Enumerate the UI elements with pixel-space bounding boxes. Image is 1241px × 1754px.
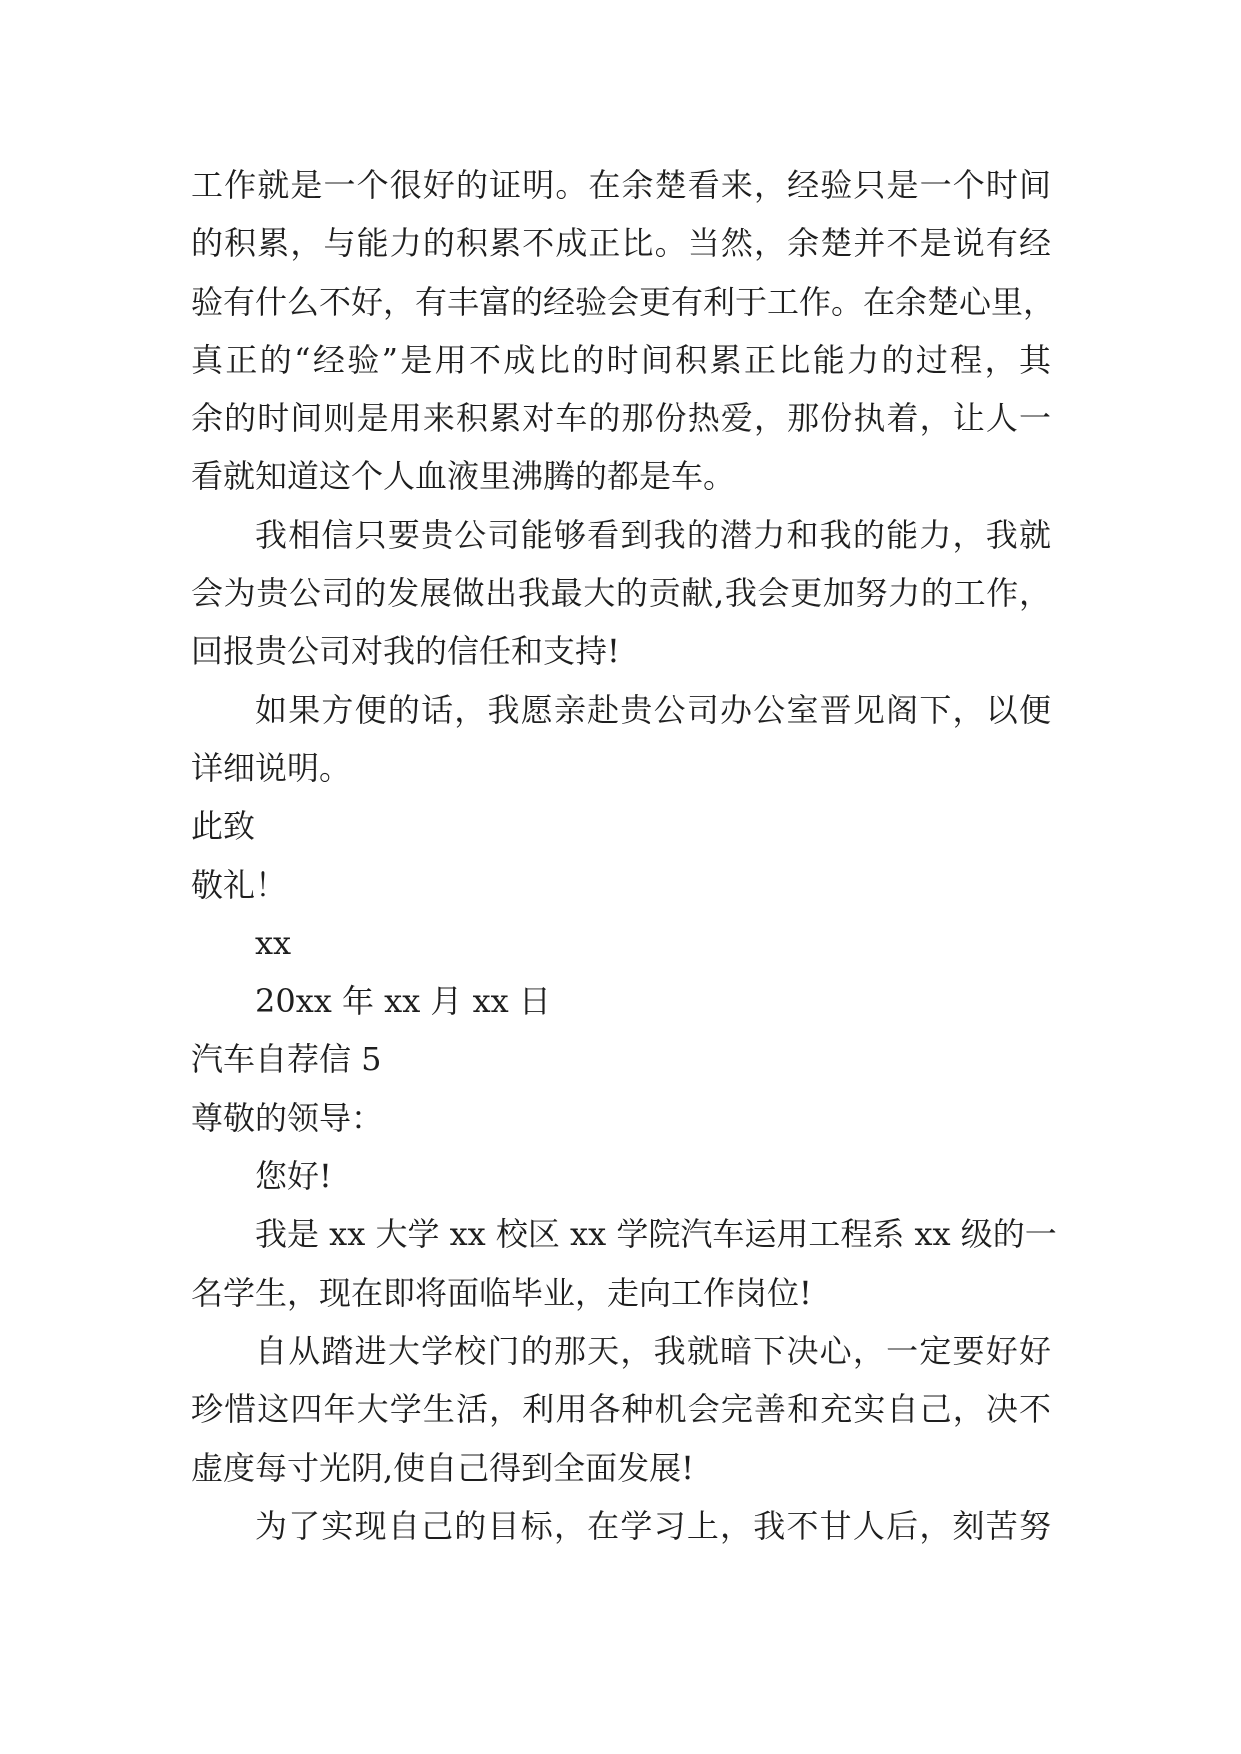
text-line: 敬礼！ <box>191 865 288 904</box>
document-body <box>191 156 1057 1555</box>
text-line: 您好! <box>255 1157 332 1196</box>
text-line: 工作就是一个很好的证明。在余楚看来，经验只是一个时间 <box>191 166 1051 204</box>
text-line: 汽车自荐信 5 <box>191 1040 382 1079</box>
text-line: 如果方便的话，我愿亲赴贵公司办公室晋见阁下，以便 <box>255 690 1051 729</box>
text-line: 回报贵公司对我的信任和支持! <box>191 632 620 671</box>
text-line: 余的时间则是用来积累对车的那份热爱，那份执着，让人一 <box>191 399 1051 438</box>
text-line: 自从踏进大学校门的那天，我就暗下决心，一定要好好 <box>255 1331 1051 1370</box>
text-line: 名学生，现在即将面临毕业，走向工作岗位! <box>191 1273 812 1312</box>
text-line: 看就知道这个人血液里沸腾的都是车。 <box>191 457 736 496</box>
text-line: 我是 xx 大学 xx 校区 xx 学院汽车运用工程系 xx 级的一 <box>255 1215 1057 1254</box>
text-line: 会为贵公司的发展做出我最大的贡献,我会更加努力的工作， <box>191 574 1051 613</box>
text-line: 20xx 年 xx 月 xx 日 <box>255 982 551 1021</box>
text-line: 详细说明。 <box>191 748 352 787</box>
text-line: 的积累，与能力的积累不成正比。当然，余楚并不是说有经 <box>191 224 1051 263</box>
text-line: 珍惜这四年大学生活，利用各种机会完善和充实自己，决不 <box>191 1390 1051 1429</box>
text-line: 虚度每寸光阴,使自己得到全面发展! <box>191 1448 695 1487</box>
text-line: 尊敬的领导： <box>191 1098 384 1137</box>
text-line: 验有什么不好，有丰富的经验会更有利于工作。在余楚心里， <box>191 282 1056 321</box>
text-line: 此致 <box>191 807 256 846</box>
text-line: 我相信只要贵公司能够看到我的潜力和我的能力，我就 <box>255 515 1051 554</box>
text-line: 真正的“经验”是用不成比的时间积累正比能力的过程，其 <box>191 340 1051 379</box>
text-line: 为了实现自己的目标，在学习上，我不甘人后，刻苦努 <box>255 1506 1051 1545</box>
text-line: xx <box>255 923 292 962</box>
